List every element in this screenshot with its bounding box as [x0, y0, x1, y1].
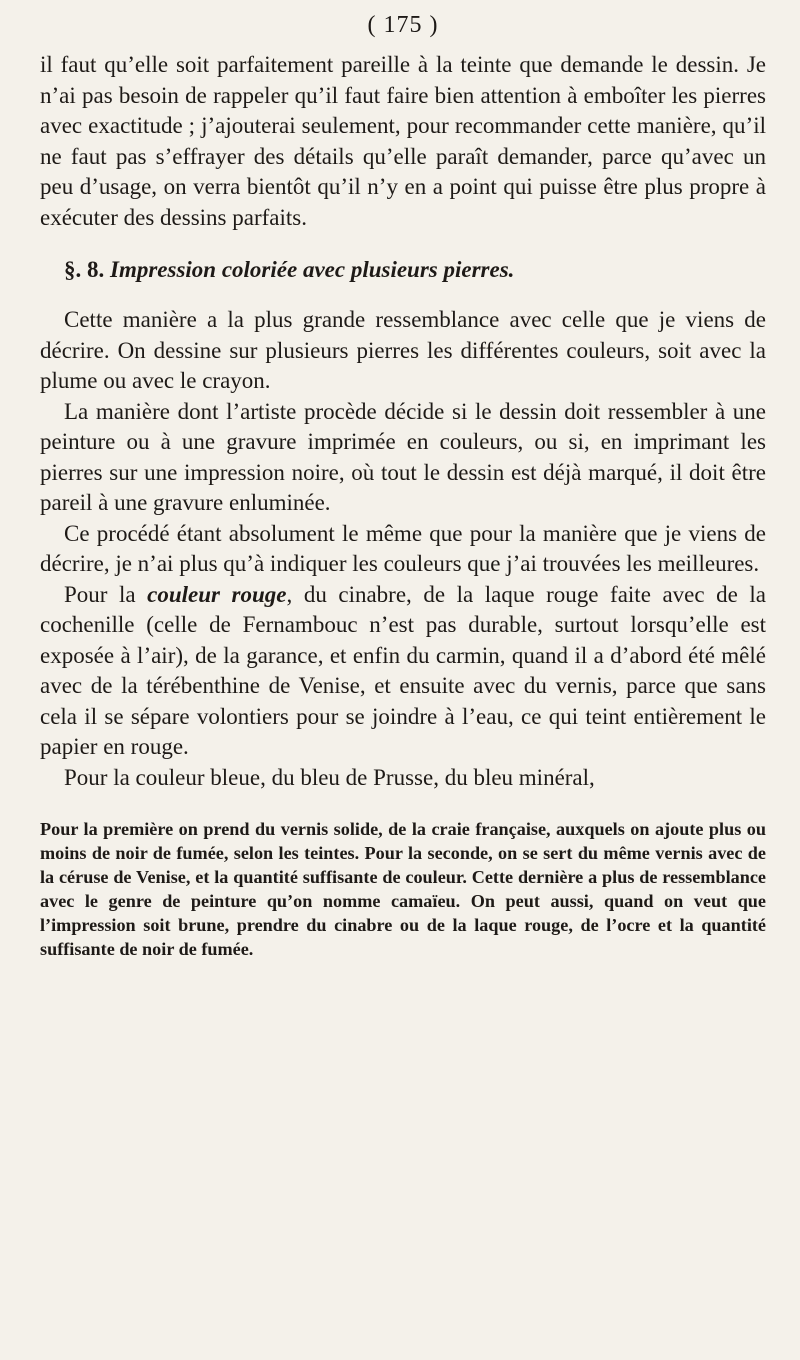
paragraph-6: Pour la couleur bleue, du bleu de Prusse, du bleu minéral, — [64, 764, 595, 790]
paragraph-5-rest: , du cinabre, de la laque rouge faite avec de la cochenille (celle de Fernambouc n’est pas durable, surtout lorsqu’elle est exposée à l’air), de la garance, et enfin du carmin, quand il a d’abord été mêlé avec de la térébenthine de Venise, et ensuite avec du vernis, parce que sans cela il se sépare volontiers pour se joindre à l’eau, ce qui teint entièrement le papier en rouge. — [40, 581, 766, 759]
page-number: ( 175 ) — [367, 12, 439, 38]
section-title: Impression coloriée avec plusieurs pierres. — [110, 257, 515, 282]
paragraph-2: Cette manière a la plus grande ressemblance avec celle que je viens de décrire. On dessine sur plusieurs pierres les différentes couleurs, soit avec la plume ou avec le crayon. — [40, 307, 766, 393]
paragraph-4: Ce procédé étant absolument le même que pour la manière que je viens de décrire, je n’ai plus qu’à indiquer les couleurs que j’ai trouvées les meilleures. — [40, 520, 766, 576]
paragraph-5-emphasis: couleur rouge — [147, 581, 287, 607]
footnote: Pour la première on prend du vernis solide, de la craie française, auxquels on ajoute plus ou moins de noir de fumée, selon les teintes. Pour la seconde, on se sert du même vernis avec de la céruse de Venise, et la quantité suffisante de couleur. Cette dernière a plus de ressemblance avec le genre de peinture qu’on nomme camaïeu. On peut aussi, quand on veut que l’impression soit brune, prendre du cinabre ou de la laque rouge, de l’ocre et la quantité suffisante de noir de fumée. — [40, 819, 766, 959]
section-marker: §. 8. — [64, 257, 105, 282]
paragraph-5 — [40, 580, 766, 763]
section-heading — [64, 255, 766, 285]
paragraph-3: La manière dont l’artiste procède décide si le dessin doit ressembler à une peinture ou à une gravure imprimée en couleurs, ou si, en imprimant les pierres sur une impression noire, où tout le dessin est déjà marqué, il doit être pareil à une gravure enluminée. — [40, 398, 766, 515]
paragraph-1: il faut qu’elle soit parfaitement pareille à la teinte que demande le dessin. Je n’ai pas besoin de rappeler qu’il faut faire bien attention à emboîter les pierres avec exactitude ; j’ajouterai seulement, pour recommander cette manière, qu’il ne faut pas s’effrayer des détails qu’elle paraît demander, parce qu’avec un peu d’usage, on verra bientôt qu’il n’y en a point qui puisse être plus propre à exécuter des dessins parfaits. — [40, 52, 766, 230]
paragraph-5-lead: Pour la — [64, 581, 148, 607]
